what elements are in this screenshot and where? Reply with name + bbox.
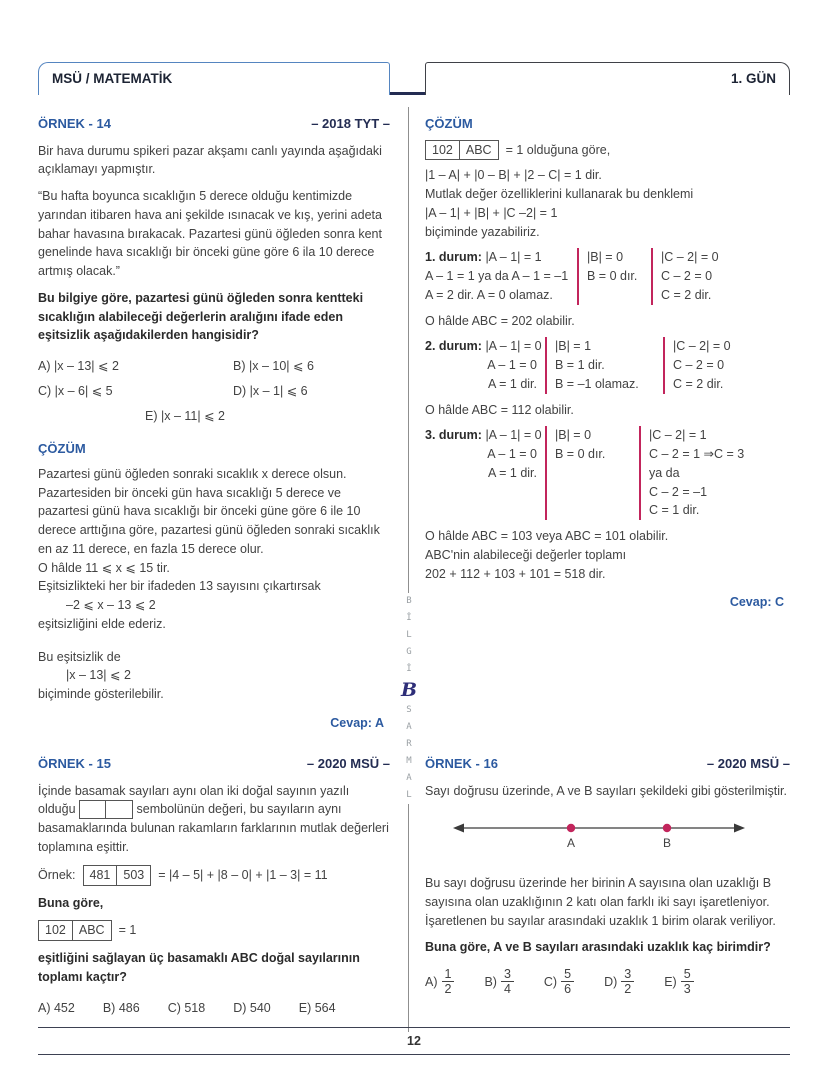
left-column — [38, 105, 390, 1027]
ornek-15-question: eşitliğini sağlayan üç basamaklı ABC doğal sayılarının toplamı kaçtır? — [38, 951, 360, 984]
option-c: C) 518 — [167, 1000, 206, 1015]
solution-equation: |x – 13| ⩽ 2 — [66, 668, 131, 683]
case-2-result: O hâlde ABC = 112 olabilir. — [425, 402, 574, 417]
cozum-14-title: ÇÖZÜM — [38, 441, 86, 457]
ornek-14-title: ÖRNEK - 14 — [38, 116, 111, 131]
option-c: C) $\frac{5}{6}$ — [544, 967, 574, 997]
ornek-14-heading — [38, 114, 390, 134]
option-a: A) 452 — [38, 1000, 75, 1015]
cozum-15-box-line — [425, 140, 790, 161]
ornek-15-intro — [38, 782, 390, 857]
column-divider — [406, 107, 412, 1032]
option-d: D) |x – 1| ⩽ 6 — [233, 383, 308, 398]
solution-line: eşitsizliğini elde ederiz. — [38, 616, 166, 631]
symbol-box-cell: 102 — [426, 141, 460, 160]
ornek-14-block — [38, 114, 390, 425]
solution-line: O hâlde 11 ⩽ x ⩽ 15 tir. — [38, 560, 170, 575]
solution-line: Bu eşitsizlik de — [38, 649, 121, 664]
example-symbol-box — [83, 865, 152, 886]
footer-bottom-rule — [38, 1054, 790, 1055]
case-2-column-a: 2. durum: |A – 1| = 0 A – 1 = 0 A = 1 dir. — [425, 339, 542, 391]
option-e: E) |x – 11| ⩽ 2 — [145, 408, 225, 423]
ornek-15-example-line — [38, 865, 390, 886]
watermark-letter: A — [406, 773, 412, 783]
point-b-dot — [663, 824, 671, 832]
solution-line: |A – 1| + |B| + |C –2| = 1 — [425, 205, 558, 220]
answer-label: Cevap: C — [729, 595, 784, 610]
left-arrow-icon — [453, 824, 464, 833]
point-a-label: A — [566, 836, 576, 851]
watermark-letter: B — [406, 596, 412, 606]
answer-label: Cevap: A — [330, 715, 384, 730]
header-day-label: 1. GÜN — [730, 70, 776, 86]
example-equation-rest: = |4 – 5| + |8 – 0| + |1 – 3| = 11 — [158, 867, 328, 882]
symbol-box-cell: ABC — [78, 923, 105, 938]
case-2-table — [425, 337, 790, 393]
ornek-15-block — [38, 745, 390, 1017]
watermark-letter: R — [406, 739, 412, 749]
page-footer — [38, 1027, 790, 1055]
ornek-14-options — [38, 357, 390, 401]
header-subject-box — [38, 62, 390, 95]
symbol-box-cell: 503 — [123, 867, 145, 882]
box-line-rest: = 1 olduğuna göre, — [505, 142, 611, 157]
case-3-column-b: |B| = 0 B = 0 dır. — [545, 426, 639, 520]
bilgisarmal-watermark — [396, 593, 422, 804]
watermark-letter: L — [406, 630, 412, 640]
case-2-label: 2. durum: — [425, 339, 482, 354]
option-b: B) |x – 10| ⩽ 6 — [233, 359, 314, 373]
symbol-box-cell: 102 — [39, 921, 73, 940]
solution-line: |1 – A| + |0 – B| + |2 – C| = 1 dir. — [425, 168, 602, 183]
solution-line: Pazartesiden bir önceki gün hava sıcaklığı 5 derece ve pazartesi günü hava sıcaklığı bir önceki güne göre 6 ile 10 derece arttığına göre, pazartesi günü öğleden sonraki sıcaklık en az 11 derece, en fazla 15 derece olur. — [38, 485, 380, 556]
option-b: B) $\frac{3}{4}$ — [484, 967, 513, 997]
case-1-column-a: 1. durum: |A – 1| = 1 A – 1 = 1 ya da A – 1 = –1 A = 2 dir. A = 0 olamaz. — [425, 250, 569, 302]
header-day-box — [425, 62, 790, 95]
symbol-box-cell — [80, 801, 106, 818]
case-1-table — [425, 248, 790, 304]
cozum-14-block — [38, 439, 390, 732]
ornek-16-paragraph: Bu sayı doğrusu üzerinde her birinin A sayısına olan uzaklığı B sayısına olan uzaklığının 2 katı olan farklı iki sayı işaretleniyor. İşaretlenen bu sayılar arasındaki uzaklık 1 birim olarak veriliyor. — [425, 876, 776, 928]
symbol-box-cell: 481 — [84, 866, 118, 885]
case-2-column-c: |C – 2| = 0 C – 2 = 0 C = 2 dir. — [663, 337, 790, 393]
option-a: A) $\frac{1}{2}$ — [425, 967, 454, 997]
header-subject-title: MSÜ / MATEMATİK — [52, 70, 173, 86]
ornek-14-question: Bu bilgiye göre, pazartesi günü öğleden sonra kentteki sıcaklığın alabileceği değerlerin aralığını ifade eden eşitsizlik aşağıdakilerden hangisidir? — [38, 290, 364, 343]
ornek-15-intro-after: sembolünün değeri, bu sayıların aynı basamaklarında bulunan rakamların farklarının mutlak değerleri toplamına eşittir. — [38, 802, 389, 855]
equation-symbol-box — [38, 920, 112, 941]
fraction: $\frac{5}{6}$ — [561, 967, 574, 997]
page-header — [38, 62, 790, 95]
point-b-label: B — [662, 836, 672, 851]
watermark-letter: S — [406, 705, 412, 715]
watermark-letter: L — [406, 790, 412, 800]
ornek-16-question: Buna göre, A ve B sayıları arasındaki uzaklık kaç birimdir? — [425, 940, 771, 955]
ornek-16-intro: Sayı doğrusu üzerinde, A ve B sayıları şekildeki gibi gösterilmiştir. — [425, 783, 787, 798]
ornek-16-block — [425, 745, 790, 997]
case-2-column-b: |B| = 1 B = 1 dir. B = –1 olamaz. — [545, 337, 663, 393]
case-1-column-c: |C – 2| = 0 C – 2 = 0 C = 2 dir. — [651, 248, 790, 304]
ornek-15-intro-before: İçinde basamak sayıları aynı olan iki doğal sayının yazılı olduğu — [38, 783, 350, 817]
equation-symbol-box — [425, 140, 499, 161]
ornek-14-paragraph-2: “Bu hafta boyunca sıcaklığın 5 derece olduğu kentimizde yarından itibaren hava ani şekilde ısınacak ve kış, yerini adeta bahar havasına bırakacak. Pazartesi günü öğleden sonra kent genelinde hava sıcaklığı bir önceki güne göre 6 ila 10 derece artmış olacak.” — [38, 189, 382, 278]
case-3-table — [425, 426, 790, 520]
point-a-dot — [567, 824, 575, 832]
option-b: B) 486 — [102, 1000, 140, 1015]
equation-rest: = 1 — [118, 923, 137, 938]
symbol-box-cell — [106, 801, 132, 818]
ornek-14-paragraph-1: Bir hava durumu spikeri pazar akşamı canlı yayında aşağıdaki açıklamayı yapmıştır. — [38, 143, 382, 177]
cozum-15-block — [425, 114, 790, 612]
solution-line: Eşitsizlikteki her bir ifadeden 13 sayısını çıkartırsak — [38, 579, 321, 594]
solution-equation: –2 ⩽ x – 13 ⩽ 2 — [66, 598, 156, 612]
option-a: A) |x – 13| ⩽ 2 — [38, 359, 119, 373]
page-number: 12 — [407, 1034, 421, 1048]
solution-line: biçiminde yazabiliriz. — [425, 224, 540, 239]
right-arrow-icon — [734, 824, 745, 833]
ornek-15-lead: Buna göre, — [38, 895, 104, 910]
example-label: Örnek: — [38, 867, 76, 882]
ornek-15-title: ÖRNEK - 15 — [38, 756, 111, 771]
closing-line: O hâlde ABC = 103 veya ABC = 101 olabilir. — [425, 529, 669, 543]
option-c: C) |x – 6| ⩽ 5 — [38, 383, 113, 398]
fraction: $\frac{3}{4}$ — [501, 967, 514, 997]
ornek-16-title: ÖRNEK - 16 — [425, 756, 498, 771]
watermark-letter: A — [406, 722, 412, 732]
watermark-letter: İ — [406, 613, 412, 623]
fraction: $\frac{1}{2}$ — [442, 967, 455, 997]
symbol-box-cell: ABC — [465, 142, 492, 157]
fraction: $\frac{5}{3}$ — [681, 967, 694, 997]
case-3-column-a: 3. durum: |A – 1| = 0 A – 1 = 0 A = 1 dir. — [425, 428, 542, 480]
number-line-figure — [449, 818, 749, 856]
closing-line: 202 + 112 + 103 + 101 = 518 dir. — [425, 566, 606, 581]
cozum-15-title: ÇÖZÜM — [425, 116, 473, 131]
closing-line: ABC'nin alabileceği değerler toplamı — [425, 547, 627, 562]
case-1-result: O hâlde ABC = 202 olabilir. — [425, 313, 575, 328]
case-1-label: 1. durum: — [425, 250, 482, 265]
watermark-letter: G — [406, 647, 412, 657]
ornek-16-heading — [425, 754, 790, 774]
option-d: D) 540 — [233, 1000, 271, 1015]
ornek-16-options — [425, 967, 790, 997]
option-d: D) $\frac{3}{2}$ — [604, 967, 634, 997]
right-column — [425, 105, 790, 1027]
option-e: E) 564 — [298, 1000, 336, 1015]
watermark-letter: M — [406, 756, 412, 766]
case-3-column-c: |C – 2| = 1 C – 2 = 1 ⇒C = 3 ya da C – 2 = –1 C = 1 dir. — [639, 426, 790, 520]
ornek-15-equation-line — [38, 920, 390, 941]
empty-symbol-box — [79, 800, 133, 819]
ornek-14-source: – 2018 TYT – — [311, 116, 390, 131]
page-content — [38, 105, 790, 1027]
ornek-16-source: – 2020 MSÜ – — [706, 756, 790, 771]
watermark-letter: İ — [406, 664, 412, 674]
option-e: E) $\frac{5}{3}$ — [664, 967, 693, 997]
solution-line: Pazartesi günü öğleden sonraki sıcaklık x derece olsun. — [38, 466, 347, 481]
solution-line: biçiminde gösterilebilir. — [38, 687, 164, 701]
case-1-column-b: |B| = 0 B = 0 dır. — [577, 248, 651, 304]
ornek-15-options — [38, 999, 390, 1018]
case-3-label: 3. durum: — [425, 428, 482, 443]
ornek-15-heading — [38, 754, 390, 774]
solution-line: Mutlak değer özelliklerini kullanarak bu denklemi — [425, 187, 694, 201]
publisher-logo-icon: B — [400, 679, 418, 701]
ornek-15-source: – 2020 MSÜ – — [306, 756, 390, 771]
fraction: $\frac{3}{2}$ — [621, 967, 634, 997]
